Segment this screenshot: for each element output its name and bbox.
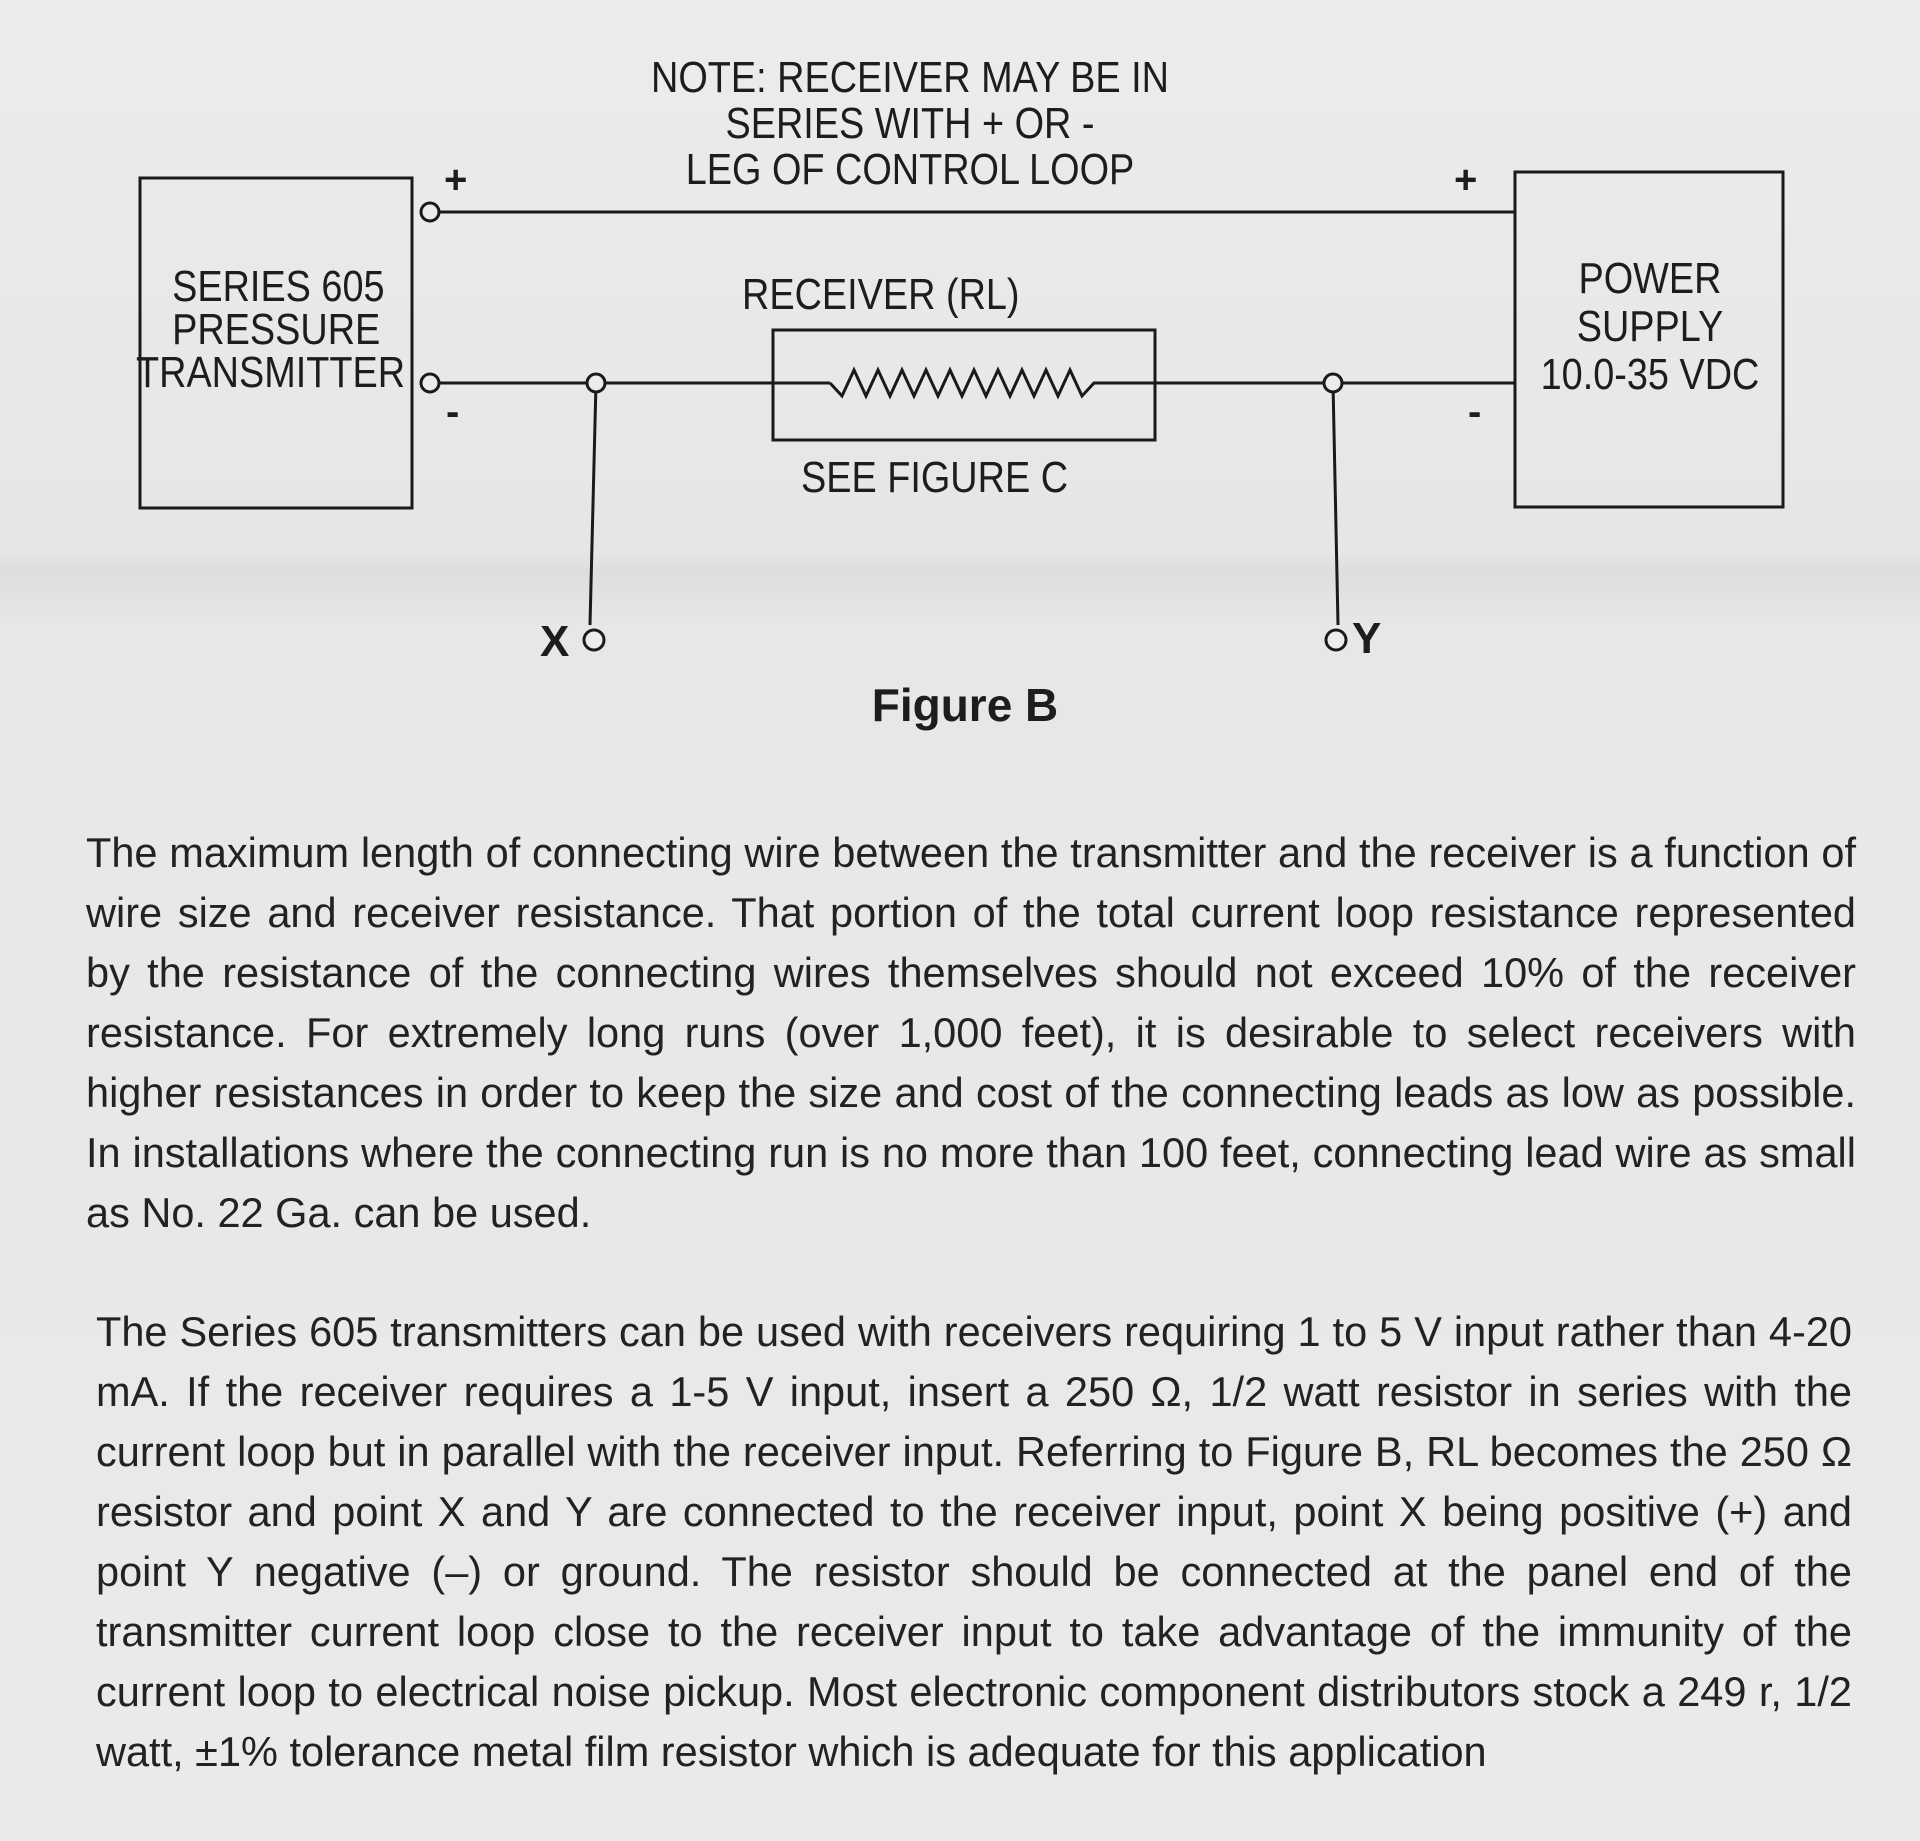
power-plus-sign: + [1454,158,1478,202]
transmitter-line-2: PRESSURE [172,305,381,354]
x-terminal [584,630,604,650]
note-line-1: NOTE: RECEIVER MAY BE IN [651,53,1169,102]
figure-title: Figure B [871,679,1059,731]
transmitter-minus-sign: - [446,390,460,434]
y-lead-wire [1333,383,1338,625]
note-line-2: SERIES WITH + OR - [725,99,1095,148]
transmitter-line-1: SERIES 605 [172,262,385,311]
resistor-symbol [830,370,1155,396]
power-supply-line-1: POWER [1578,254,1722,303]
x-lead-wire [590,383,596,625]
receiver-note: SEE FIGURE C [801,453,1069,502]
receiver-label: RECEIVER (RL) [742,270,1020,319]
y-terminal [1326,630,1346,650]
diagram-note [643,55,1176,193]
point-y-label: Y [1352,614,1382,663]
y-junction [1324,374,1342,392]
power-supply-label [1530,255,1771,399]
power-minus-sign: - [1468,390,1482,434]
paragraph-voltage-input: The Series 605 transmitters can be used with receivers requiring 1 to 5 V input rather than 4-20 mA. If the receiver requires a 1-5 V input, insert a 250 Ω, 1/2 watt resistor in series with the current loop but in parallel with the receiver input. Referring to Figure B, RL becomes the 250 Ω resistor and point X and Y are connected to the receiver input, point X being positive (+) and point Y negative (–) or ground. The resistor should be connected at the panel end of the transmitter current loop close to the receiver input to take advantage of the immunity of the current loop to electrical noise pickup. Most electronic component distributors stock a 249 r, 1/2 watt, ±1% tolerance metal film resistor which is adequate for this application [96,1308,1852,1775]
paragraph-wire-length: The maximum length of connecting wire between the transmitter and the receiver is a function of wire size and receiver resistance. That portion of the total current loop resistance represented by the resistance of the connecting wires themselves should not exceed 10% of the receiver resistance. For extremely long runs (over 1,000 feet), it is desirable to select receivers with higher resistances in order to keep the size and cost of the connecting leads as low as possible. In installations where the connecting run is no more than 100 feet, connecting lead wire as small as No. 22 Ga. can be used. [86,829,1856,1236]
power-supply-line-2: SUPPLY [1576,302,1724,351]
note-line-3: LEG OF CONTROL LOOP [685,145,1135,194]
power-supply-line-3: 10.0-35 VDC [1540,350,1760,399]
transmitter-plus-sign: + [444,158,468,202]
transmitter-plus-terminal [421,203,439,221]
point-x-label: X [540,617,570,666]
x-junction [587,374,605,392]
transmitter-label [136,262,406,397]
transmitter-minus-terminal [421,374,439,392]
transmitter-line-3: TRANSMITTER [136,348,406,397]
